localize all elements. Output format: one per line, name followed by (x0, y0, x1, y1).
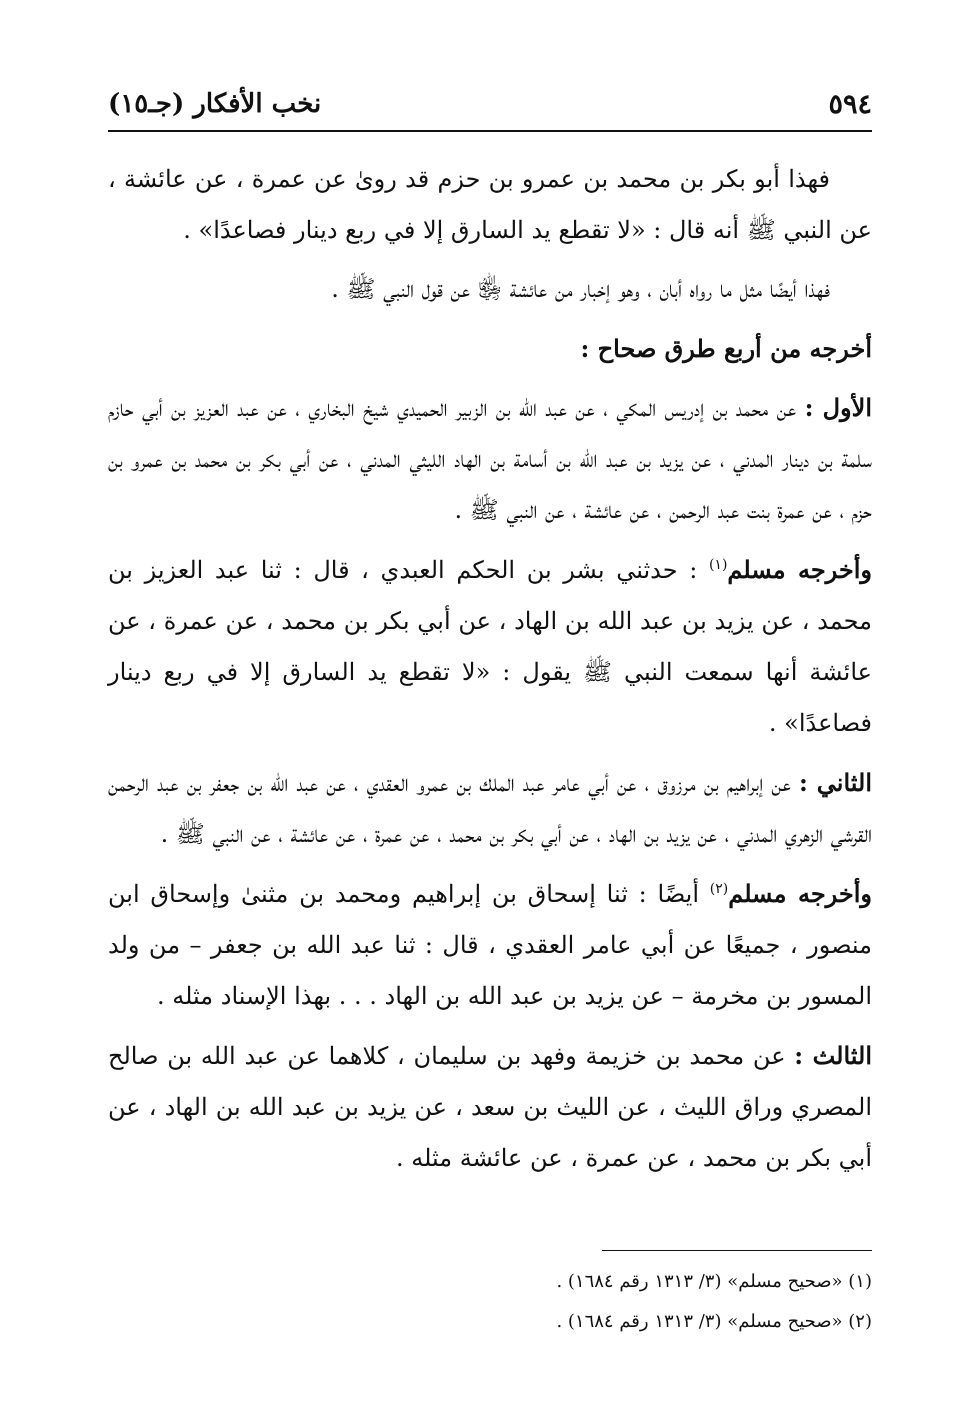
paragraph-text: فهذا أبو بكر بن محمد بن عمرو بن حزم قد روىٰ عن عمرة ، عن عائشة ، عن النبي ﷺ أنه قال : «لا تقطع يد السارق إلا في ربع دينار فصاعدًا» . (108, 165, 872, 244)
footnotes (108, 1262, 872, 1342)
page-body (108, 154, 872, 1192)
paragraph-text: عن محمد بن خزيمة وفهد بن سليمان ، كلاهما عن عبد الله بن صالح المصري وراق الليث ، عن الليث بن سعد ، عن يزيد بن عبد الله بن الهاد ، عن أبي بكر بن محمد ، عن عمرة ، عن عائشة مثله . (108, 1042, 872, 1172)
heading-text: أخرجه من أربع طرق صحاح : (580, 334, 872, 363)
paragraph-1 (108, 154, 872, 256)
paragraph-lead: الثاني : (799, 768, 872, 797)
page-number: ٥٩٤ (828, 88, 872, 120)
paragraph-lead: وأخرجه مسلم (727, 555, 873, 584)
paragraph-muslim-2 (108, 868, 872, 1022)
paragraph-third-route (108, 1030, 872, 1184)
header-divider (108, 130, 872, 132)
footnote-1: (١) «صحيح مسلم» (٣/ ١٣١٣ رقم ١٦٨٤) . (556, 1271, 872, 1292)
paragraph-text: عن إبراهيم بن مرزوق ، عن أبي عامر عبد الملك بن عمرو العقدي ، عن عبد الله بن جعفر بن عبد الرحمن القرشي الزهري المدني ، عن يزيد بن الهاد ، عن أبي بكر بن محمد ، عن عمرة ، عن عائشة ، عن النبي ﷺ . (108, 769, 872, 848)
running-title: نخب الأفكار (جـ١٥) (108, 89, 322, 119)
footnote-ref-1: (١) (708, 557, 728, 573)
page-header (108, 82, 872, 126)
paragraph-first-route (108, 382, 872, 536)
section-heading (108, 323, 872, 374)
paragraph-text: عن محمد بن إدريس المكي ، عن عبد الله بن الزبير الحميدي شيخ البخاري ، عن عبد العزيز بن أبي حازم سلمة بن دينار المدني ، عن يزيد بن عبد الله بن أسامة بن الهاد الليثي المدني ، عن أبي بكر بن محمد بن عمرو بن حزم ، عن عمرة بنت عبد الرحمن ، عن عائشة ، عن النبي ﷺ . (108, 394, 872, 524)
paragraph-lead: الثالث : (794, 1041, 872, 1070)
paragraph-second-route (108, 757, 872, 860)
paragraph-muslim-1 (108, 544, 872, 749)
paragraph-lead: الأول : (804, 393, 872, 422)
footnote-divider (602, 1250, 872, 1251)
paragraph-text: أيضًا : ثنا إسحاق بن إبراهيم ومحمد بن مثنىٰ وإسحاق ابن منصور ، جميعًا عن أبي عامر العقدي ، قال : ثنا عبد الله بن جعفر – من ولد المسور بن مخرمة – عن يزيد بن عبد الله بن الهاد . . . بهذا الإسناد مثله . (108, 880, 873, 1010)
paragraph-text: فهذا أيضًا مثل ما رواه أبان ، وهو إخبار من عائشة ﵂ عن قول النبي ﷺ . (331, 275, 830, 303)
footnote-ref-2: (٢) (709, 881, 729, 897)
paragraph-2 (108, 264, 872, 315)
paragraph-lead: وأخرجه مسلم (728, 879, 872, 908)
paragraph-text: : حدثني بشر بن الحكم العبدي ، قال : ثنا عبد العزيز بن محمد ، عن يزيد بن عبد الله بن الهاد ، عن أبي بكر بن محمد ، عن عمرة ، عن عائشة أنها سمعت النبي ﷺ يقول : «لا تقطع يد السارق إلا في ربع دينار فصاعدًا» . (108, 556, 872, 737)
footnote-2: (٢) «صحيح مسلم» (٣/ ١٣١٣ رقم ١٦٨٤) . (556, 1311, 872, 1332)
